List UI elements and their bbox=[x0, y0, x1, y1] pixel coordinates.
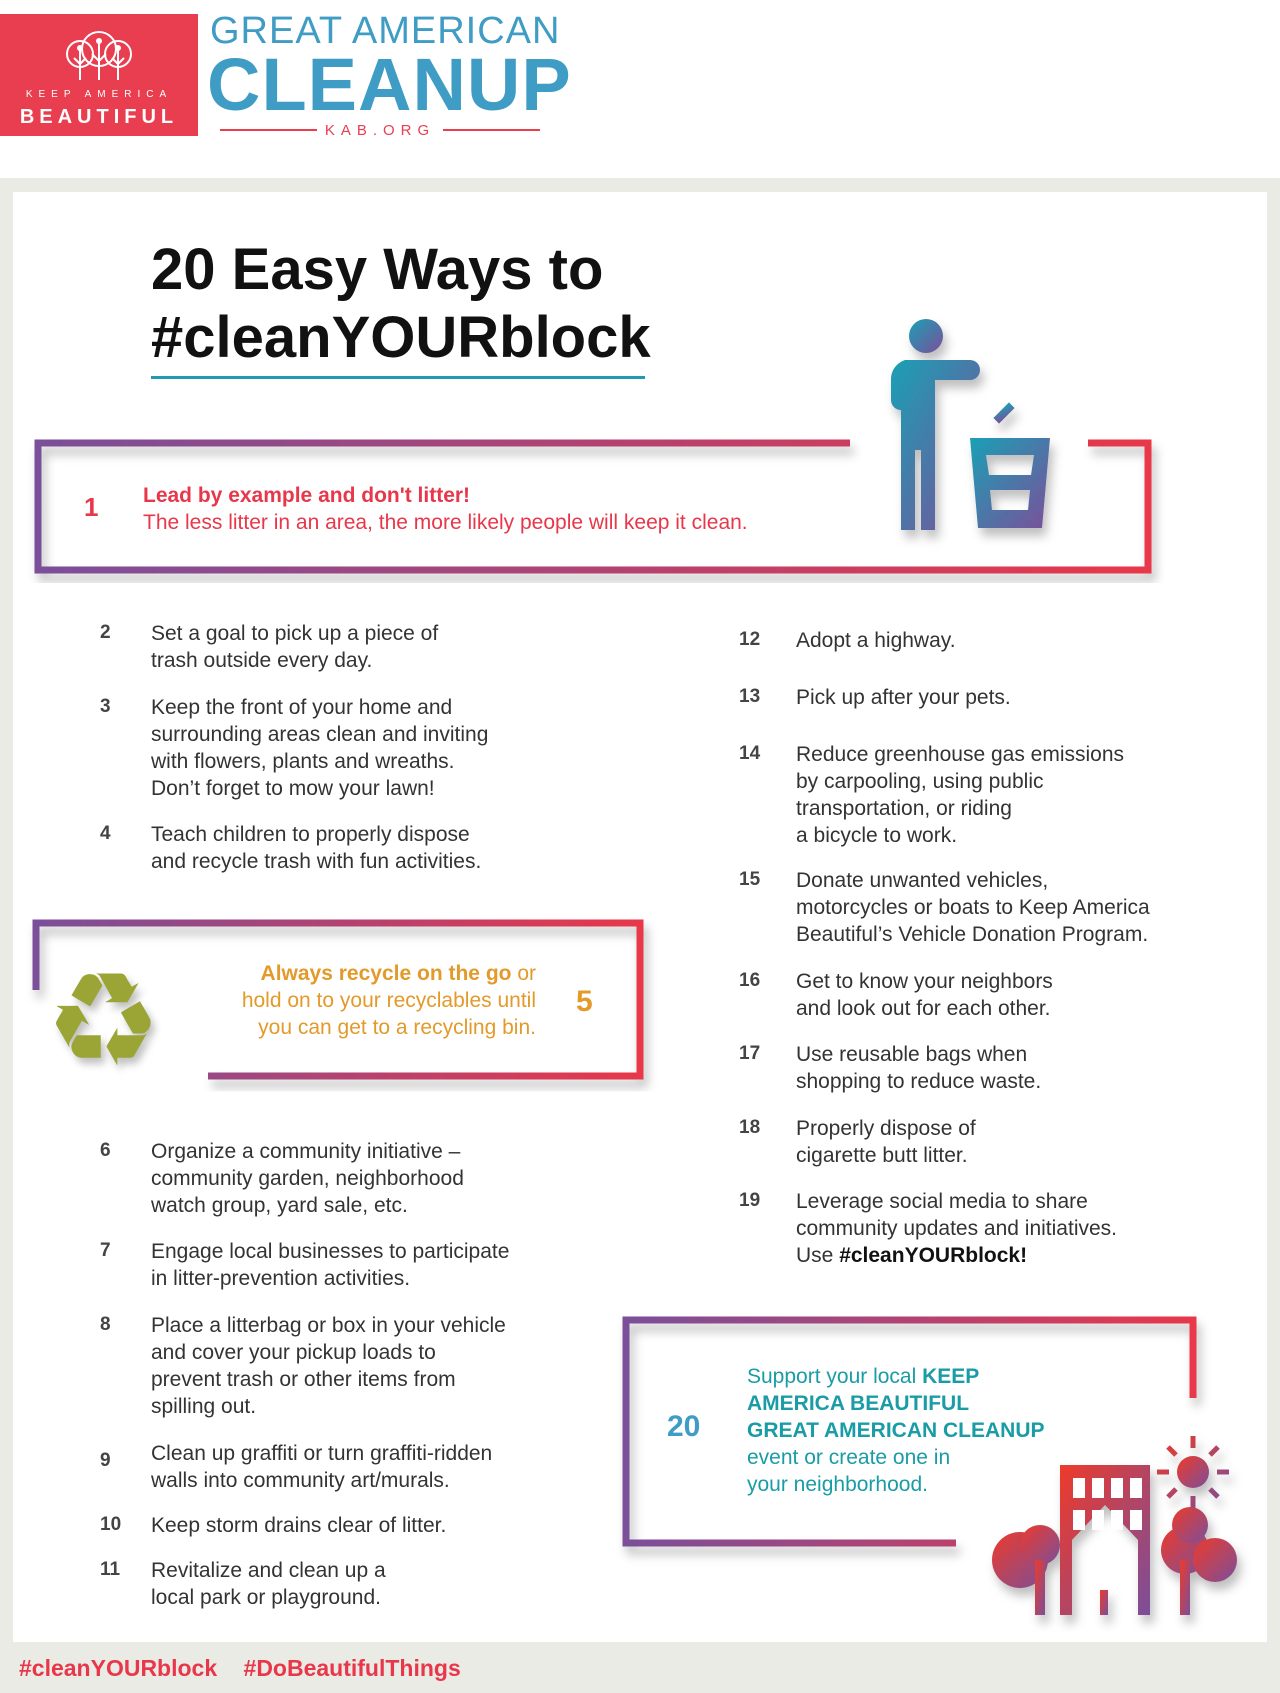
tip-line: community garden, neighborhood bbox=[151, 1167, 464, 1190]
tip-text bbox=[796, 1188, 1117, 1269]
tip-line: Donate unwanted vehicles, bbox=[796, 869, 1049, 892]
tip-number: 14 bbox=[739, 743, 761, 764]
tip-line: Revitalize and clean up a bbox=[151, 1559, 386, 1582]
tip-number: 10 bbox=[100, 1514, 122, 1535]
tip5-line1: or bbox=[511, 962, 536, 985]
tip5-line2: hold on to your recyclables until bbox=[241, 989, 536, 1012]
tip-number: 6 bbox=[100, 1140, 111, 1161]
tip-number: 12 bbox=[739, 629, 761, 650]
logo-text-bottom: BEAUTIFUL bbox=[19, 106, 179, 128]
site-link[interactable]: KAB.ORG bbox=[324, 121, 436, 139]
tip-line: and look out for each other. bbox=[796, 997, 1051, 1020]
tip-line: watch group, yard sale, etc. bbox=[151, 1194, 408, 1217]
tip1-text bbox=[143, 482, 748, 536]
tip-line: local park or playground. bbox=[151, 1586, 381, 1609]
tip20-line1-bold: KEEP bbox=[922, 1365, 980, 1388]
tip-line: and recycle trash with fun activities. bbox=[151, 850, 482, 873]
brand-title-main: CLEANUP bbox=[207, 43, 572, 126]
tip-line: Place a litterbag or box in your vehicle bbox=[151, 1314, 506, 1337]
tip-number: 7 bbox=[100, 1240, 111, 1261]
tip20-number: 20 bbox=[667, 1410, 701, 1443]
tip20-line1: Support your local bbox=[747, 1365, 923, 1388]
tip-number: 16 bbox=[739, 970, 761, 991]
tip-line: Keep storm drains clear of litter. bbox=[151, 1514, 447, 1537]
tip-text bbox=[151, 1312, 506, 1420]
tip-line: with flowers, plants and wreaths. bbox=[151, 750, 455, 773]
tip-line: Reduce greenhouse gas emissions bbox=[796, 743, 1125, 766]
hashtag-cleanyourblock[interactable]: #cleanYOURblock bbox=[19, 1655, 218, 1681]
tip20-line3: GREAT AMERICAN CLEANUP bbox=[747, 1419, 1045, 1442]
tip-line: Use reusable bags when bbox=[796, 1043, 1028, 1066]
tip-line: spilling out. bbox=[151, 1395, 257, 1418]
tip-text bbox=[151, 1557, 386, 1611]
tip-text bbox=[796, 867, 1150, 948]
tip-number: 8 bbox=[100, 1314, 111, 1335]
tip-text bbox=[151, 1440, 492, 1494]
tip-line: Properly dispose of bbox=[796, 1117, 976, 1140]
tip-number: 2 bbox=[100, 622, 111, 643]
tip-line: Organize a community initiative – bbox=[151, 1140, 461, 1163]
tip-line: Keep the front of your home and bbox=[151, 696, 453, 719]
tip-text bbox=[151, 821, 481, 875]
tip-line: trash outside every day. bbox=[151, 649, 373, 672]
tip-line: Engage local businesses to participate bbox=[151, 1240, 510, 1263]
tip-line: and cover your pickup loads to bbox=[151, 1341, 436, 1364]
tip-line: community updates and initiatives. bbox=[796, 1217, 1117, 1240]
tip-text bbox=[796, 684, 1011, 711]
tip-text bbox=[151, 1238, 509, 1292]
tip-line: in litter-prevention activities. bbox=[151, 1267, 411, 1290]
title-underline bbox=[151, 376, 645, 379]
tip-text bbox=[796, 741, 1124, 849]
recycle-icon: ♻ bbox=[45, 947, 162, 1093]
tip-number: 15 bbox=[739, 869, 761, 890]
tip-number: 9 bbox=[100, 1450, 111, 1471]
tip20-text bbox=[747, 1363, 1045, 1498]
logo-text-top: KEEP AMERICA bbox=[25, 89, 173, 100]
tip-line: Teach children to properly dispose bbox=[151, 823, 470, 846]
tip1-headline: Lead by example and don't litter! bbox=[143, 484, 471, 507]
tip20-line2: AMERICA BEAUTIFUL bbox=[747, 1392, 970, 1415]
tip-number: 11 bbox=[100, 1559, 121, 1580]
tip-text bbox=[796, 1041, 1041, 1095]
tip-line: by carpooling, using public bbox=[796, 770, 1044, 793]
tip-line: shopping to reduce waste. bbox=[796, 1070, 1042, 1093]
tip-line: Clean up graffiti or turn graffiti-ridden bbox=[151, 1442, 493, 1465]
tip1-number: 1 bbox=[84, 492, 99, 522]
kab-logo[interactable] bbox=[0, 14, 198, 136]
tip-line: prevent trash or other items from bbox=[151, 1368, 456, 1391]
tip-text bbox=[151, 1512, 446, 1539]
tip-line: Get to know your neighbors bbox=[796, 970, 1053, 993]
tip-line: motorcycles or boats to Keep America bbox=[796, 896, 1150, 919]
tip-text bbox=[796, 1115, 976, 1169]
tip-line bbox=[796, 1242, 1117, 1269]
tip-line: walls into community art/murals. bbox=[151, 1469, 450, 1492]
tip5-line3: you can get to a recycling bin. bbox=[258, 1016, 536, 1039]
tip-line: Leverage social media to share bbox=[796, 1190, 1088, 1213]
tip20-line5: your neighborhood. bbox=[747, 1473, 928, 1496]
tip20-line4: event or create one in bbox=[747, 1446, 951, 1469]
footer-hashtags bbox=[19, 1655, 481, 1682]
tip-number: 18 bbox=[739, 1117, 761, 1138]
tip-line: Adopt a highway. bbox=[796, 629, 956, 652]
tip-line-prefix: Use bbox=[796, 1244, 840, 1267]
trees-icon bbox=[62, 30, 136, 82]
tip-line: cigarette butt litter. bbox=[796, 1144, 968, 1167]
tip-number: 4 bbox=[100, 823, 111, 844]
tip-number: 19 bbox=[739, 1190, 761, 1211]
page-title-line2: #cleanYOURblock bbox=[151, 305, 651, 370]
tip-line: transportation, or riding bbox=[796, 797, 1012, 820]
tip-text bbox=[151, 694, 488, 802]
tip-text bbox=[151, 620, 438, 674]
tip-number: 3 bbox=[100, 696, 111, 717]
tip-text bbox=[151, 1138, 464, 1219]
tip-line: surrounding areas clean and inviting bbox=[151, 723, 489, 746]
tip5-number: 5 bbox=[576, 985, 593, 1018]
tip-line: a bicycle to work. bbox=[796, 824, 958, 847]
tip-number: 13 bbox=[739, 686, 761, 707]
tip-text bbox=[796, 968, 1053, 1022]
site-link-row bbox=[212, 120, 548, 140]
tip1-body: The less litter in an area, the more likely people will keep it clean. bbox=[143, 511, 748, 534]
tip-line: Beautiful’s Vehicle Donation Program. bbox=[796, 923, 1149, 946]
tip-number: 17 bbox=[739, 1043, 761, 1064]
page-title-line1: 20 Easy Ways to bbox=[151, 237, 604, 302]
hashtag-link[interactable]: #cleanYOURblock! bbox=[839, 1244, 1028, 1267]
tip-line: Don’t forget to mow your lawn! bbox=[151, 777, 435, 800]
tip-line: Pick up after your pets. bbox=[796, 686, 1011, 709]
tip-line: Set a goal to pick up a piece of bbox=[151, 622, 439, 645]
tip-text bbox=[796, 627, 956, 654]
hashtag-dobeautifulthings[interactable]: #DoBeautifulThings bbox=[243, 1655, 461, 1681]
brand-title-top: GREAT AMERICAN bbox=[210, 10, 561, 52]
tip5-text bbox=[170, 960, 536, 1041]
tip5-headline: Always recycle on the go bbox=[260, 962, 512, 985]
